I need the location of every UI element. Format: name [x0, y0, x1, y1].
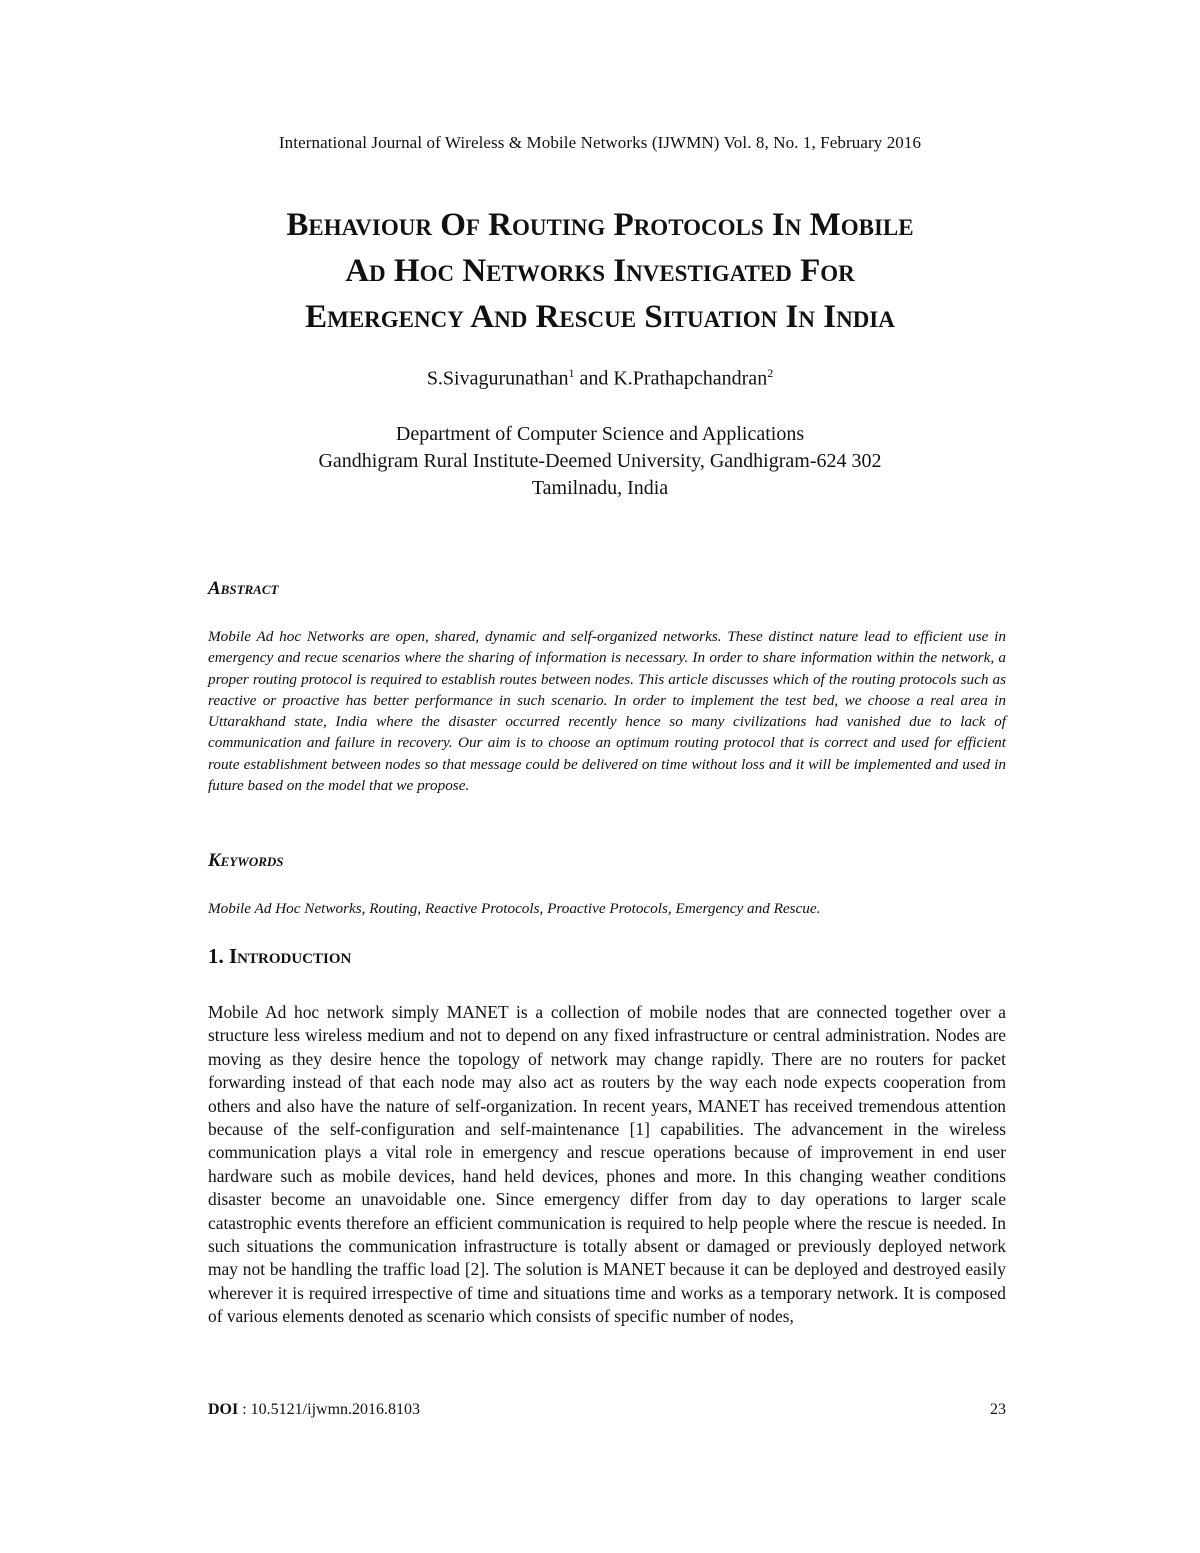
author-name: K.Prathapchandran	[613, 367, 768, 390]
doi-value: : 10.5121/ijwmn.2016.8103	[238, 1401, 421, 1418]
author-affiliation-mark: 1	[568, 366, 575, 380]
title-line: Behaviour Of Routing Protocols In Mobile	[286, 207, 914, 243]
author-conjunction: and	[574, 367, 614, 390]
author-list	[0, 366, 1200, 391]
keywords-heading: Keywords	[208, 850, 284, 871]
author-affiliation-mark: 2	[767, 366, 774, 380]
affiliation-line: Tamilnadu, India	[531, 477, 669, 499]
affiliation-line: Gandhigram Rural Institute-Deemed University, Gandhigram-624 302	[318, 450, 882, 472]
affiliation-line: Department of Computer Science and Applications	[395, 423, 805, 445]
title-line: Emergency And Rescue Situation In India	[305, 299, 895, 335]
doi-footer	[208, 1401, 420, 1419]
title-line: Ad Hoc Networks Investigated For	[345, 253, 855, 289]
keywords-text: Mobile Ad Hoc Networks, Routing, Reactive Protocols, Proactive Protocols, Emergency and Rescue.	[208, 900, 821, 917]
introduction-heading: 1. Introduction	[208, 944, 352, 968]
doi-label: DOI	[208, 1401, 239, 1418]
abstract-text: Mobile Ad hoc Networks are open, shared, dynamic and self-organized networks. These distinct nature lead to efficient use in emergency and recue scenarios where the sharing of information is necessary. In order to share information within the network, a proper routing protocol is required to establish routes between nodes. This article discusses which of the routing protocols such as reactive or proactive has better performance in such scenario. In order to implement the test bed, we choose a real area in Uttarakhand state, India where the disaster occurred recently hence so many civilizations had vanished due to lack of communication and failure in recovery. Our aim is to choose an optimum routing protocol that is correct and used for efficient route establishment between nodes so that message could be delivered on time without loss and it will be implemented and used in future based on the model that we propose.	[208, 628, 1006, 795]
introduction-text: Mobile Ad hoc network simply MANET is a collection of mobile nodes that are connected together over a structure less wireless medium and not to depend on any fixed infrastructure or central administration. Nodes are moving as they desire hence the topology of network may change rapidly. There are no routers for packet forwarding instead of that each node may also act as routers by the way each node expects cooperation from others and also have the nature of self-organization. In recent years, MANET has received tremendous attention because of the self-configuration and self-maintenance [1] capabilities. The advancement in the wireless communication plays a vital role in emergency and rescue operations because of improvement in end user hardware such as mobile devices, hand held devices, phones and more. In this changing weather conditions disaster become an unavoidable one. Since emergency differ from day to day operations to larger scale catastrophic events therefore an efficient communication is required to help people where the rescue is needed. In such situations the communication infrastructure is totally absent or damaged or previously deployed network may not be handling the traffic load [2]. The solution is MANET because it can be deployed and destroyed easily wherever it is required irrespective of time and situations time and works as a temporary network. It is composed of various elements denoted as scenario which consists of specific number of nodes,	[208, 1002, 1006, 1327]
page-number: 23	[990, 1401, 1006, 1418]
running-header: International Journal of Wireless & Mobile Networks (IJWMN) Vol. 8, No. 1, February 2016	[278, 133, 922, 152]
author-name: S.Sivagurunathan	[426, 367, 569, 390]
abstract-heading: Abstract	[208, 578, 279, 599]
affiliation-block	[0, 421, 1200, 502]
paper-title	[150, 202, 1050, 340]
